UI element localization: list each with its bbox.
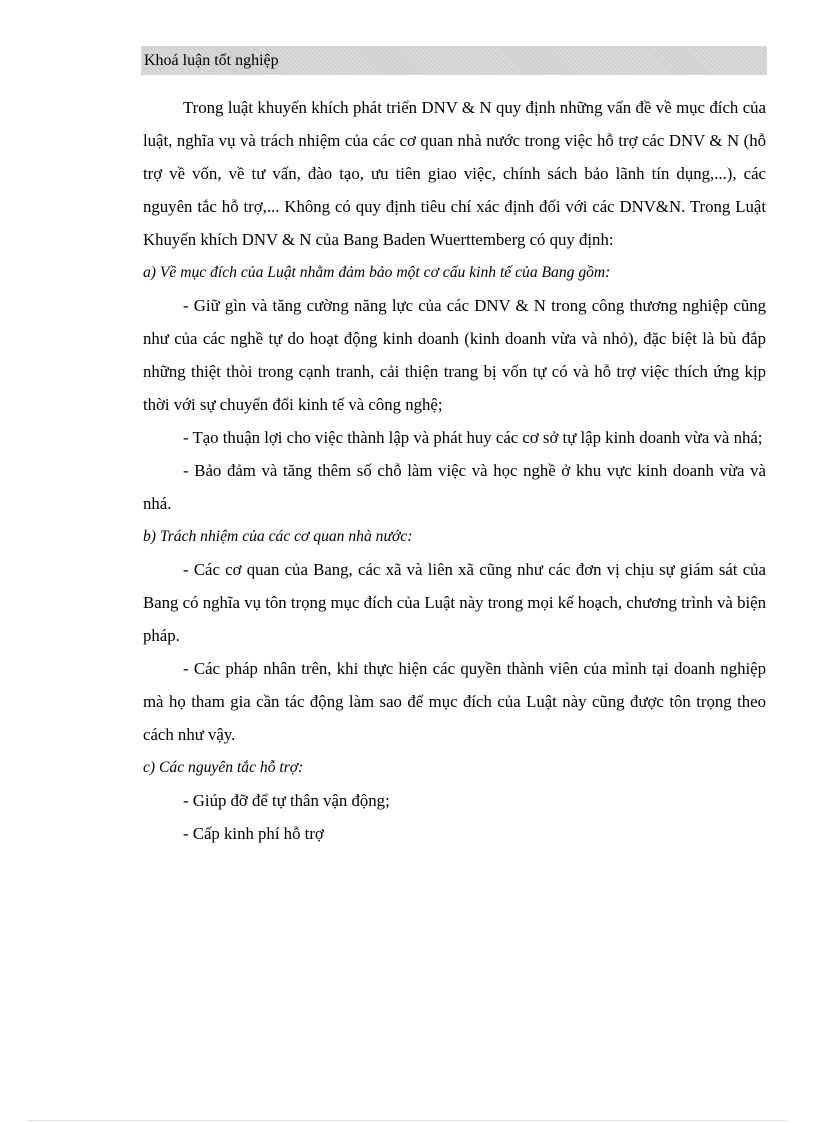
list-item: - Giữ gìn và tăng cường năng lực của các DNV & N trong công thương nghiệp cũng như của các nghề tự do hoạt động kinh doanh (kinh doanh vừa và nhỏ), đặc biệt là bù đắp những thiệt thòi trong cạnh tranh, cải thiện trang bị vốn tự có và hỗ trợ việc thích ứng kịp thời với sự chuyển đổi kinh tế và công nghệ; — [143, 296, 766, 414]
header-title: Khoá luận tốt nghiệp — [144, 52, 279, 69]
page-header — [141, 46, 767, 75]
section-heading-b: b) Trách nhiệm của các cơ quan nhà nước: — [143, 528, 413, 545]
list-item: - Cấp kinh phí hỗ trợ — [183, 824, 324, 843]
section-heading-a: a) Về mục đích của Luật nhằm đảm bảo một cơ cấu kinh tế của Bang gồm: — [143, 264, 611, 281]
section-heading-c: c) Các nguyên tắc hỗ trợ: — [143, 759, 304, 776]
list-item: - Các pháp nhân trên, khi thực hiện các quyền thành viên của mình tại doanh nghiệp mà họ tham gia cần tác động làm sao để mục đích của Luật này cũng được tôn trọng theo cách như vậy. — [143, 659, 766, 744]
list-item: - Giúp đỡ để tự thân vận động; — [183, 791, 390, 810]
document-body — [143, 91, 766, 850]
intro-paragraph: Trong luật khuyến khích phát triển DNV & N quy định những vấn đề về mục đích của luật, nghĩa vụ và trách nhiệm của các cơ quan nhà nước trong việc hỗ trợ các DNV & N (hỗ trợ về vốn, về tư vấn, đào tạo, ưu tiên giao việc, chính sách bảo lãnh tín dụng,...), các nguyên tắc hỗ trợ,... Không có quy định tiêu chí xác định đối với các DNV&N. Trong Luật Khuyến khích DNV & N của Bang Baden Wuerttemberg có quy định: — [143, 98, 766, 249]
list-item: - Bảo đảm và tăng thêm số chỗ làm việc và học nghề ở khu vực kinh doanh vừa và nhá. — [143, 461, 766, 513]
page-bottom-divider — [28, 1120, 788, 1121]
list-item: - Các cơ quan của Bang, các xã và liên xã cũng như các đơn vị chịu sự giám sát của Bang có nghĩa vụ tôn trọng mục đích của Luật này trong mọi kế hoạch, chương trình và biện pháp. — [143, 560, 766, 645]
list-item: - Tạo thuận lợi cho việc thành lập và phát huy các cơ sở tự lập kinh doanh vừa và nhá; — [183, 428, 763, 447]
